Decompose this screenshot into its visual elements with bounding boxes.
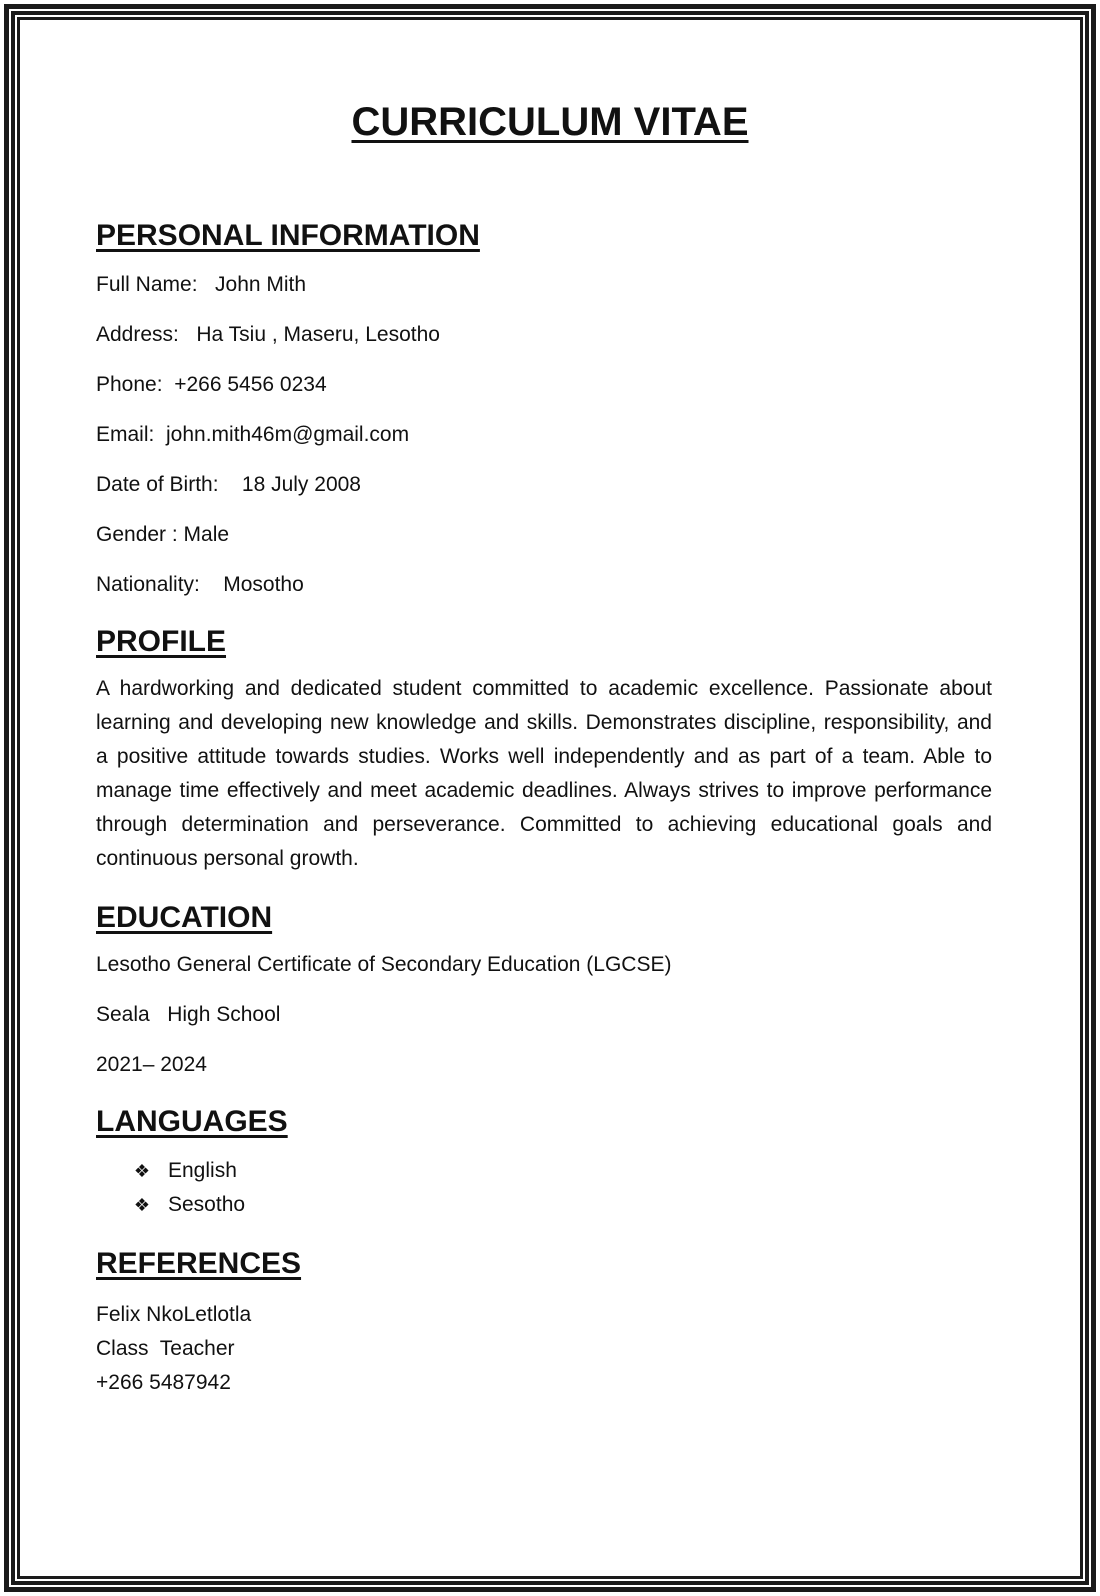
languages-heading: LANGUAGES	[96, 1105, 288, 1138]
cv-content	[96, 216, 992, 1400]
personal-information-heading: PERSONAL INFORMATION	[96, 219, 480, 252]
language-label: English	[168, 1159, 237, 1182]
profile-section	[96, 622, 992, 876]
document-title: CURRICULUM VITAE	[351, 100, 749, 144]
reference-phone: +266 5487942	[96, 1371, 231, 1394]
profile-heading: PROFILE	[96, 625, 227, 658]
language-label: Sesotho	[168, 1193, 246, 1216]
reference-name: Felix NkoLetlotla	[96, 1303, 252, 1326]
education-details	[96, 950, 992, 1080]
qualification-line: Lesotho General Certificate of Secondary Education (LGCSE)	[96, 953, 672, 976]
nationality-line: Nationality: Mosotho	[96, 573, 304, 596]
personal-information-section	[96, 216, 992, 600]
education-heading: EDUCATION	[96, 901, 273, 934]
phone-line: Phone: +266 5456 0234	[96, 373, 327, 396]
references-section	[96, 1244, 992, 1400]
reference-role: Class Teacher	[96, 1337, 235, 1360]
school-line: Seala High School	[96, 1003, 281, 1026]
profile-paragraph: A hardworking and dedicated student committed to academic excellence. Passionate about learning and developing new knowledge and skills. Demonstrates discipline, responsibility, and a positive attitude towards studies. Works well independently and as part of a team. Able to manage time effectively and meet academic deadlines. Always strives to improve performance through determination and perseverance. Committed to achieving educational goals and continuous personal growth.	[96, 677, 992, 870]
references-heading: REFERENCES	[96, 1247, 302, 1280]
years-line: 2021– 2024	[96, 1053, 207, 1076]
education-section	[96, 898, 992, 1080]
diamond-bullet-icon: ❖	[133, 1195, 151, 1215]
full-name-line: Full Name: John Mith	[96, 273, 307, 296]
languages-list	[132, 1154, 992, 1222]
personal-info-list	[96, 270, 992, 600]
gender-line: Gender : Male	[96, 523, 230, 546]
email-line: Email: john.mith46m@gmail.com	[96, 423, 410, 446]
address-line: Address: Ha Tsiu , Maseru, Lesotho	[96, 323, 440, 346]
list-item	[132, 1154, 992, 1188]
date-of-birth-line: Date of Birth: 18 July 2008	[96, 473, 361, 496]
languages-section	[96, 1102, 992, 1222]
list-item	[132, 1188, 992, 1222]
reference-details	[96, 1298, 992, 1400]
diamond-bullet-icon: ❖	[133, 1161, 151, 1181]
